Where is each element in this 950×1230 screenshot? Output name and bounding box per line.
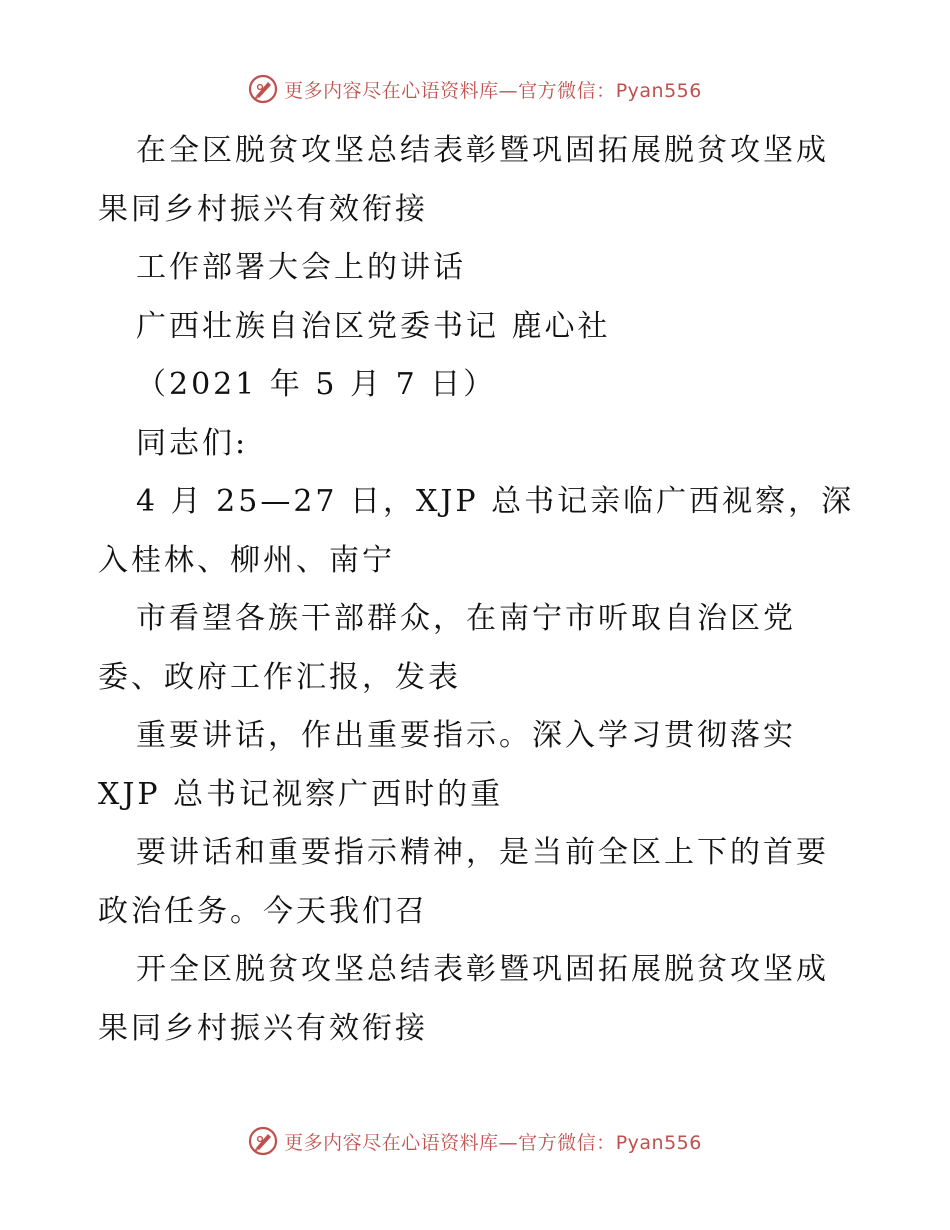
text-line: 入桂林、柳州、南宁: [98, 542, 395, 578]
text-line: 果同乡村振兴有效衔接: [98, 1010, 428, 1046]
text-line: 广西壮族自治区党委书记 鹿心社: [136, 308, 611, 344]
watermark-text: [284, 1128, 702, 1155]
watermark-dash: —: [498, 1131, 519, 1154]
text-line: 工作部署大会上的讲话: [136, 250, 466, 285]
text-line: 开全区脱贫攻坚总结表彰暨巩固拓展脱贫攻坚成: [136, 952, 829, 987]
text-line: XJP 总书记视察广西时的重: [98, 776, 504, 812]
text-line: （2021 年 5 月 7 日）: [136, 367, 497, 402]
watermark-wechat-label: 官方微信：: [518, 79, 616, 102]
watermark-wechat-id: Pyan556: [615, 1131, 702, 1154]
text-line: 果同乡村振兴有效衔接: [98, 191, 428, 227]
watermark-text: [284, 76, 702, 103]
text-line: 4 月 25—27 日，XJP 总书记亲临广西视察，深: [136, 484, 855, 519]
quill-logo-icon: [248, 74, 278, 104]
watermark-dash: —: [498, 79, 519, 102]
text-line: 同志们:: [136, 425, 249, 461]
watermark-main: 更多内容尽在心语资料库: [284, 79, 499, 102]
text-line: 在全区脱贫攻坚总结表彰暨巩固拓展脱贫攻坚成: [136, 133, 829, 168]
footer-watermark: [0, 1124, 950, 1158]
text-line: 政治任务。今天我们召: [98, 893, 428, 929]
watermark-wechat-label: 官方微信：: [518, 1131, 616, 1154]
watermark-main: 更多内容尽在心语资料库: [284, 1131, 499, 1154]
quill-logo-icon: [248, 1126, 278, 1156]
text-line: 要讲话和重要指示精神，是当前全区上下的首要: [136, 835, 829, 870]
header-watermark: [0, 72, 950, 106]
text-line: 市看望各族干部群众，在南宁市听取自治区党: [136, 601, 796, 636]
text-line: 重要讲话，作出重要指示。深入学习贯彻落实: [136, 718, 796, 753]
watermark-wechat-id: Pyan556: [615, 79, 702, 102]
text-line: 委、政府工作汇报，发表: [98, 659, 461, 695]
document-body: [98, 122, 858, 1058]
